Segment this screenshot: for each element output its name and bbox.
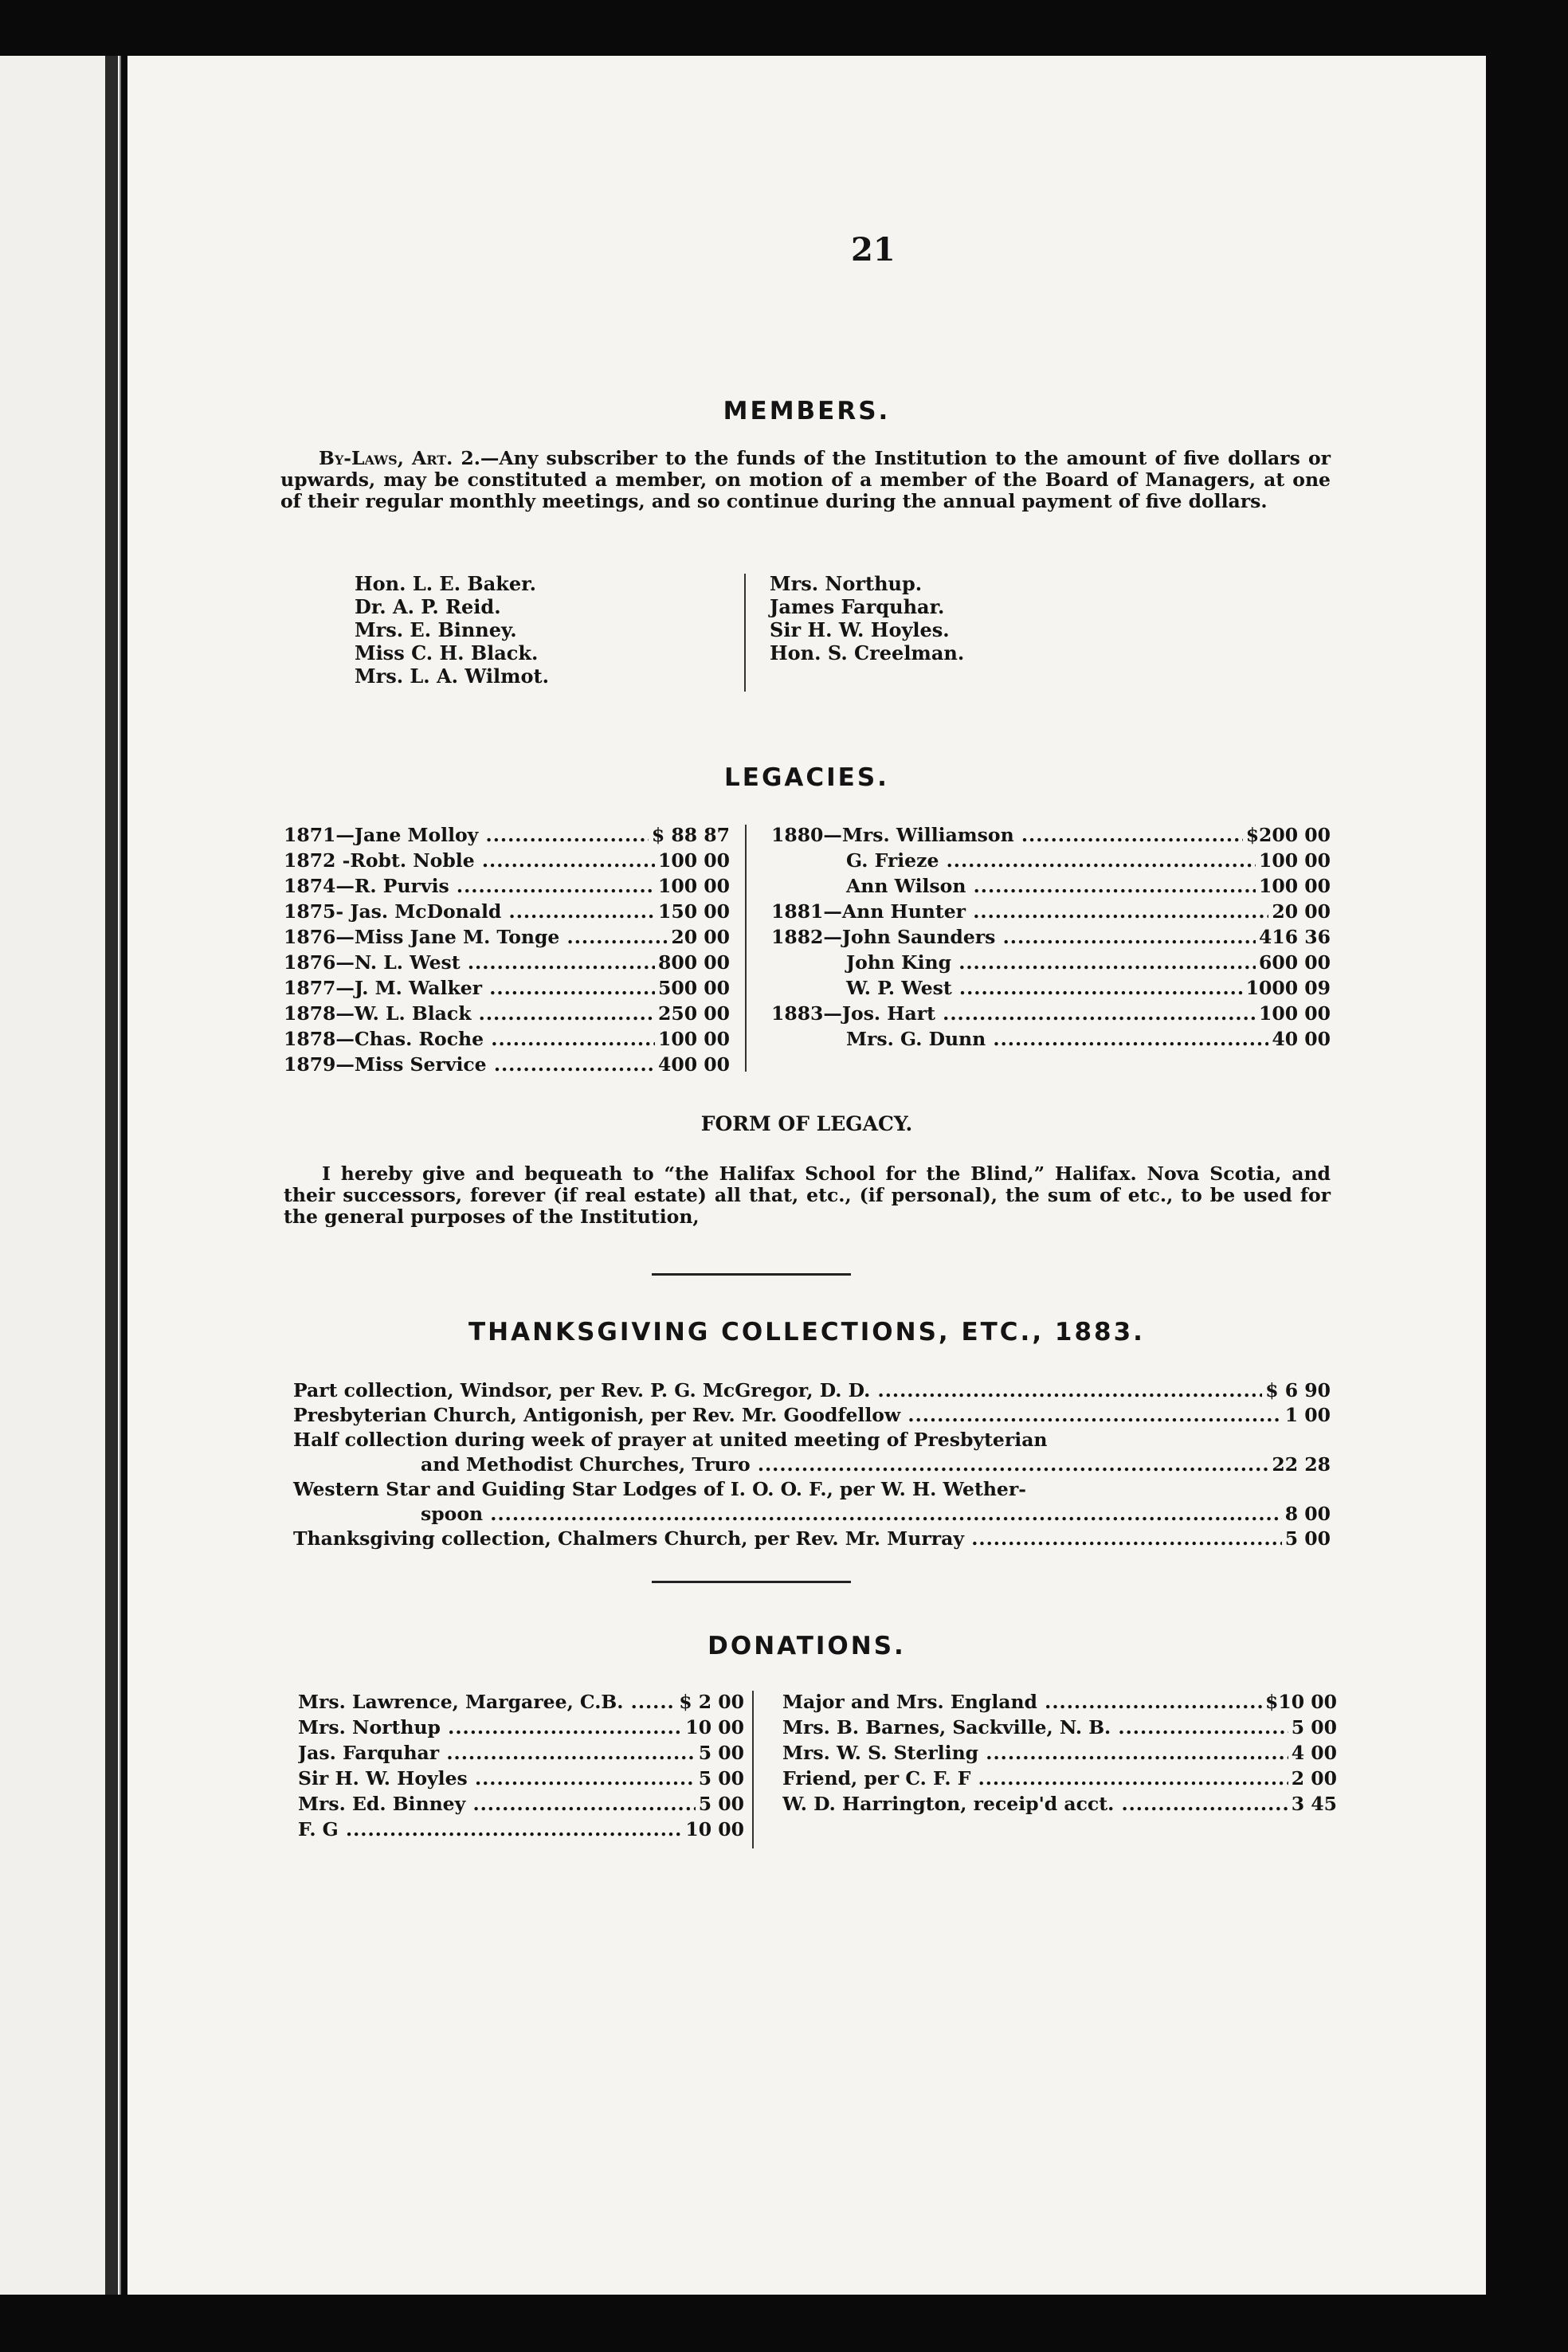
entry-name: 1882—John Saunders ..... bbox=[771, 924, 1256, 950]
entry-name: Major and Mrs. England ..... bbox=[782, 1689, 1262, 1715]
ledger-row bbox=[298, 1817, 744, 1842]
entry-amount: 4 00 bbox=[1291, 1742, 1337, 1764]
ledger-row bbox=[771, 899, 1331, 924]
legacies-heading: LEGACIES. bbox=[724, 763, 889, 792]
ledger-row bbox=[284, 924, 730, 950]
entry-amount: 1000 09 bbox=[1245, 977, 1331, 999]
entry-name: Mrs. Ed. Binney ..... bbox=[298, 1791, 696, 1817]
ledger-row bbox=[284, 975, 730, 1001]
ledger-row bbox=[782, 1791, 1337, 1817]
members-list-left bbox=[355, 572, 549, 688]
members-divider bbox=[744, 574, 746, 692]
entry-amount: 5 00 bbox=[698, 1742, 744, 1764]
facing-page-edge bbox=[0, 56, 121, 2295]
entry-name: W. P. West ..... bbox=[771, 975, 1243, 1001]
entry-name: Mrs. B. Barnes, Sackville, N. B. ..... bbox=[782, 1715, 1288, 1740]
entry-name: 1876—Miss Jane M. Tonge ..... bbox=[284, 924, 668, 950]
collection-amount: 5 00 bbox=[1284, 1527, 1331, 1550]
entry-name: Friend, per C. F. F ..... bbox=[782, 1766, 1288, 1791]
entry-amount: 100 00 bbox=[658, 1028, 730, 1050]
ledger-row bbox=[782, 1766, 1337, 1791]
ledger-row bbox=[771, 822, 1331, 848]
member-name: Mrs. Northup. bbox=[770, 572, 923, 595]
legacies-list-left bbox=[284, 822, 730, 1077]
entry-name: John King ..... bbox=[771, 950, 1256, 975]
section-rule-2 bbox=[652, 1581, 851, 1583]
collection-text: Presbyterian Church, Antigonish, per Rev. Mr. Goodfellow ..... bbox=[293, 1403, 1282, 1428]
entry-amount: 150 00 bbox=[658, 900, 730, 923]
collection-amount: 1 00 bbox=[1284, 1404, 1331, 1426]
entry-amount: 400 00 bbox=[658, 1053, 730, 1076]
form-of-legacy-heading: FORM OF LEGACY. bbox=[700, 1112, 913, 1135]
ledger-row bbox=[284, 822, 730, 848]
thanksgiving-heading: THANKSGIVING COLLECTIONS, ETC., 1883. bbox=[468, 1318, 1145, 1347]
collection-amount: 22 28 bbox=[1272, 1453, 1331, 1476]
entry-amount: 5 00 bbox=[698, 1793, 744, 1815]
collection-row bbox=[293, 1452, 1331, 1477]
entry-name: W. D. Harrington, receip'd acct. ..... bbox=[782, 1791, 1288, 1817]
ledger-row bbox=[771, 975, 1331, 1001]
entry-amount: 5 00 bbox=[1291, 1716, 1337, 1739]
collection-text: Part collection, Windsor, per Rev. P. G. McGregor, D. D. ..... bbox=[293, 1378, 1262, 1403]
entry-amount: 5 00 bbox=[698, 1767, 744, 1789]
collection-text: spoon ..... bbox=[293, 1502, 1282, 1527]
member-name: Mrs. E. Binney. bbox=[355, 618, 517, 641]
entry-amount: 100 00 bbox=[658, 849, 730, 872]
entry-amount: 100 00 bbox=[1259, 875, 1331, 897]
legacies-divider bbox=[745, 825, 747, 1072]
entry-name: 1879—Miss Service ..... bbox=[284, 1052, 655, 1077]
entry-name: 1881—Ann Hunter ..... bbox=[771, 899, 1268, 924]
entry-amount: 100 00 bbox=[1259, 1002, 1331, 1025]
thanksgiving-list bbox=[293, 1378, 1331, 1551]
donations-list-right bbox=[782, 1689, 1337, 1817]
ledger-row bbox=[284, 848, 730, 873]
entry-amount: 40 00 bbox=[1272, 1028, 1331, 1050]
entry-name: 1876—N. L. West ..... bbox=[284, 950, 655, 975]
ledger-row bbox=[298, 1689, 744, 1715]
member-name: Hon. S. Creelman. bbox=[770, 641, 965, 664]
ledger-row bbox=[284, 950, 730, 975]
bylaw-label: By-Laws, Art. 2. bbox=[319, 447, 480, 469]
binding-shadow bbox=[105, 56, 118, 2295]
entry-amount: 10 00 bbox=[685, 1716, 744, 1739]
ledger-row bbox=[782, 1740, 1337, 1766]
ledger-row bbox=[771, 1026, 1331, 1052]
entry-amount: 3 45 bbox=[1291, 1793, 1337, 1815]
collection-text: Western Star and Guiding Star Lodges of I. O. O. F., per W. H. Wether- bbox=[293, 1478, 1026, 1500]
collection-amount: 8 00 bbox=[1284, 1503, 1331, 1525]
ledger-row bbox=[284, 1001, 730, 1026]
entry-name: 1880—Mrs. Williamson ..... bbox=[771, 822, 1243, 848]
collection-row bbox=[293, 1403, 1331, 1428]
entry-name: 1877—J. M. Walker ..... bbox=[284, 975, 655, 1001]
entry-amount: $ 2 00 bbox=[679, 1691, 744, 1713]
document-page bbox=[127, 56, 1486, 2295]
entry-name: 1874—R. Purvis ..... bbox=[284, 873, 655, 899]
entry-name: 1878—W. L. Black ..... bbox=[284, 1001, 655, 1026]
member-name: James Farquhar. bbox=[770, 595, 945, 618]
entry-amount: 10 00 bbox=[685, 1818, 744, 1840]
entry-name: 1878—Chas. Roche ..... bbox=[284, 1026, 655, 1052]
entry-name: 1871—Jane Molloy ..... bbox=[284, 822, 649, 848]
donations-divider bbox=[752, 1691, 754, 1848]
entry-name: G. Frieze ..... bbox=[771, 848, 1256, 873]
entry-name: F. G ..... bbox=[298, 1817, 682, 1842]
collection-text: and Methodist Churches, Truro ..... bbox=[293, 1452, 1268, 1477]
member-name: Dr. A. P. Reid. bbox=[355, 595, 501, 618]
ledger-row bbox=[771, 848, 1331, 873]
entry-amount: 800 00 bbox=[658, 951, 730, 974]
entry-name: 1883—Jos. Hart ..... bbox=[771, 1001, 1256, 1026]
entry-name: Ann Wilson ..... bbox=[771, 873, 1256, 899]
members-heading: MEMBERS. bbox=[723, 397, 891, 425]
collection-text: Thanksgiving collection, Chalmers Church, per Rev. Mr. Murray ..... bbox=[293, 1527, 1282, 1551]
entry-amount: 600 00 bbox=[1259, 951, 1331, 974]
ledger-row bbox=[771, 873, 1331, 899]
entry-amount: 2 00 bbox=[1291, 1767, 1337, 1789]
entry-amount: 500 00 bbox=[658, 977, 730, 999]
entry-amount: 250 00 bbox=[658, 1002, 730, 1025]
bylaw-text: —Any subscriber to the funds of the Institution to the amount of five dollars or upwards, may be constituted a member, on motion of a member of the Board of Managers, at one of their regular monthly meetings, and so continue during the annual payment of five dollars. bbox=[280, 447, 1331, 512]
collection-row bbox=[293, 1502, 1331, 1527]
ledger-row bbox=[284, 873, 730, 899]
entry-name: Sir H. W. Hoyles ..... bbox=[298, 1766, 696, 1791]
ledger-row bbox=[284, 1026, 730, 1052]
entry-amount: 100 00 bbox=[1259, 849, 1331, 872]
entry-amount: 100 00 bbox=[658, 875, 730, 897]
entry-name: 1872 -Robt. Noble ..... bbox=[284, 848, 655, 873]
entry-name: Mrs. W. S. Sterling ..... bbox=[782, 1740, 1288, 1766]
entry-amount: 20 00 bbox=[1272, 900, 1331, 923]
scan-border-right bbox=[1484, 56, 1568, 2295]
member-name: Hon. L. E. Baker. bbox=[355, 572, 536, 595]
entry-name: Mrs. Northup ..... bbox=[298, 1715, 682, 1740]
entry-name: 1875- Jas. McDonald ..... bbox=[284, 899, 655, 924]
collection-row bbox=[293, 1527, 1331, 1551]
ledger-row bbox=[771, 950, 1331, 975]
page-number: 21 bbox=[851, 231, 896, 269]
member-name: Sir H. W. Hoyles. bbox=[770, 618, 950, 641]
entry-amount: 20 00 bbox=[671, 926, 730, 948]
entry-name: Jas. Farquhar ..... bbox=[298, 1740, 696, 1766]
legacies-list-right bbox=[771, 822, 1331, 1052]
ledger-row bbox=[782, 1715, 1337, 1740]
bylaw-paragraph bbox=[280, 448, 1331, 512]
entry-amount: 416 36 bbox=[1259, 926, 1331, 948]
ledger-row bbox=[284, 899, 730, 924]
collection-text: Half collection during week of prayer at united meeting of Presbyterian bbox=[293, 1429, 1048, 1451]
ledger-row bbox=[771, 924, 1331, 950]
entry-name: Mrs. Lawrence, Margaree, C.B. ..... bbox=[298, 1689, 676, 1715]
ledger-row bbox=[782, 1689, 1337, 1715]
entry-amount: $200 00 bbox=[1245, 824, 1331, 846]
ledger-row bbox=[298, 1791, 744, 1817]
collection-row bbox=[293, 1378, 1331, 1403]
members-list-right bbox=[770, 572, 964, 664]
donations-list-left bbox=[298, 1689, 744, 1842]
ledger-row bbox=[771, 1001, 1331, 1026]
member-name: Miss C. H. Black. bbox=[355, 641, 539, 664]
entry-name: Mrs. G. Dunn ..... bbox=[771, 1026, 1268, 1052]
section-rule-1 bbox=[652, 1273, 851, 1276]
entry-amount: $10 00 bbox=[1265, 1691, 1337, 1713]
form-of-legacy-text: I hereby give and bequeath to “the Halifax School for the Blind,” Halifax. Nova Scotia, and their successors, forever (if real estate) all that, etc., (if personal), the sum of etc., to be used for the general purposes of the Institution, bbox=[284, 1162, 1331, 1228]
ledger-row bbox=[298, 1766, 744, 1791]
ledger-row bbox=[298, 1715, 744, 1740]
entry-amount: $ 88 87 bbox=[651, 824, 730, 846]
ledger-row bbox=[298, 1740, 744, 1766]
member-name: Mrs. L. A. Wilmot. bbox=[355, 664, 549, 688]
collection-amount: $ 6 90 bbox=[1265, 1379, 1331, 1401]
donations-heading: DONATIONS. bbox=[708, 1632, 906, 1660]
ledger-row bbox=[284, 1052, 730, 1077]
